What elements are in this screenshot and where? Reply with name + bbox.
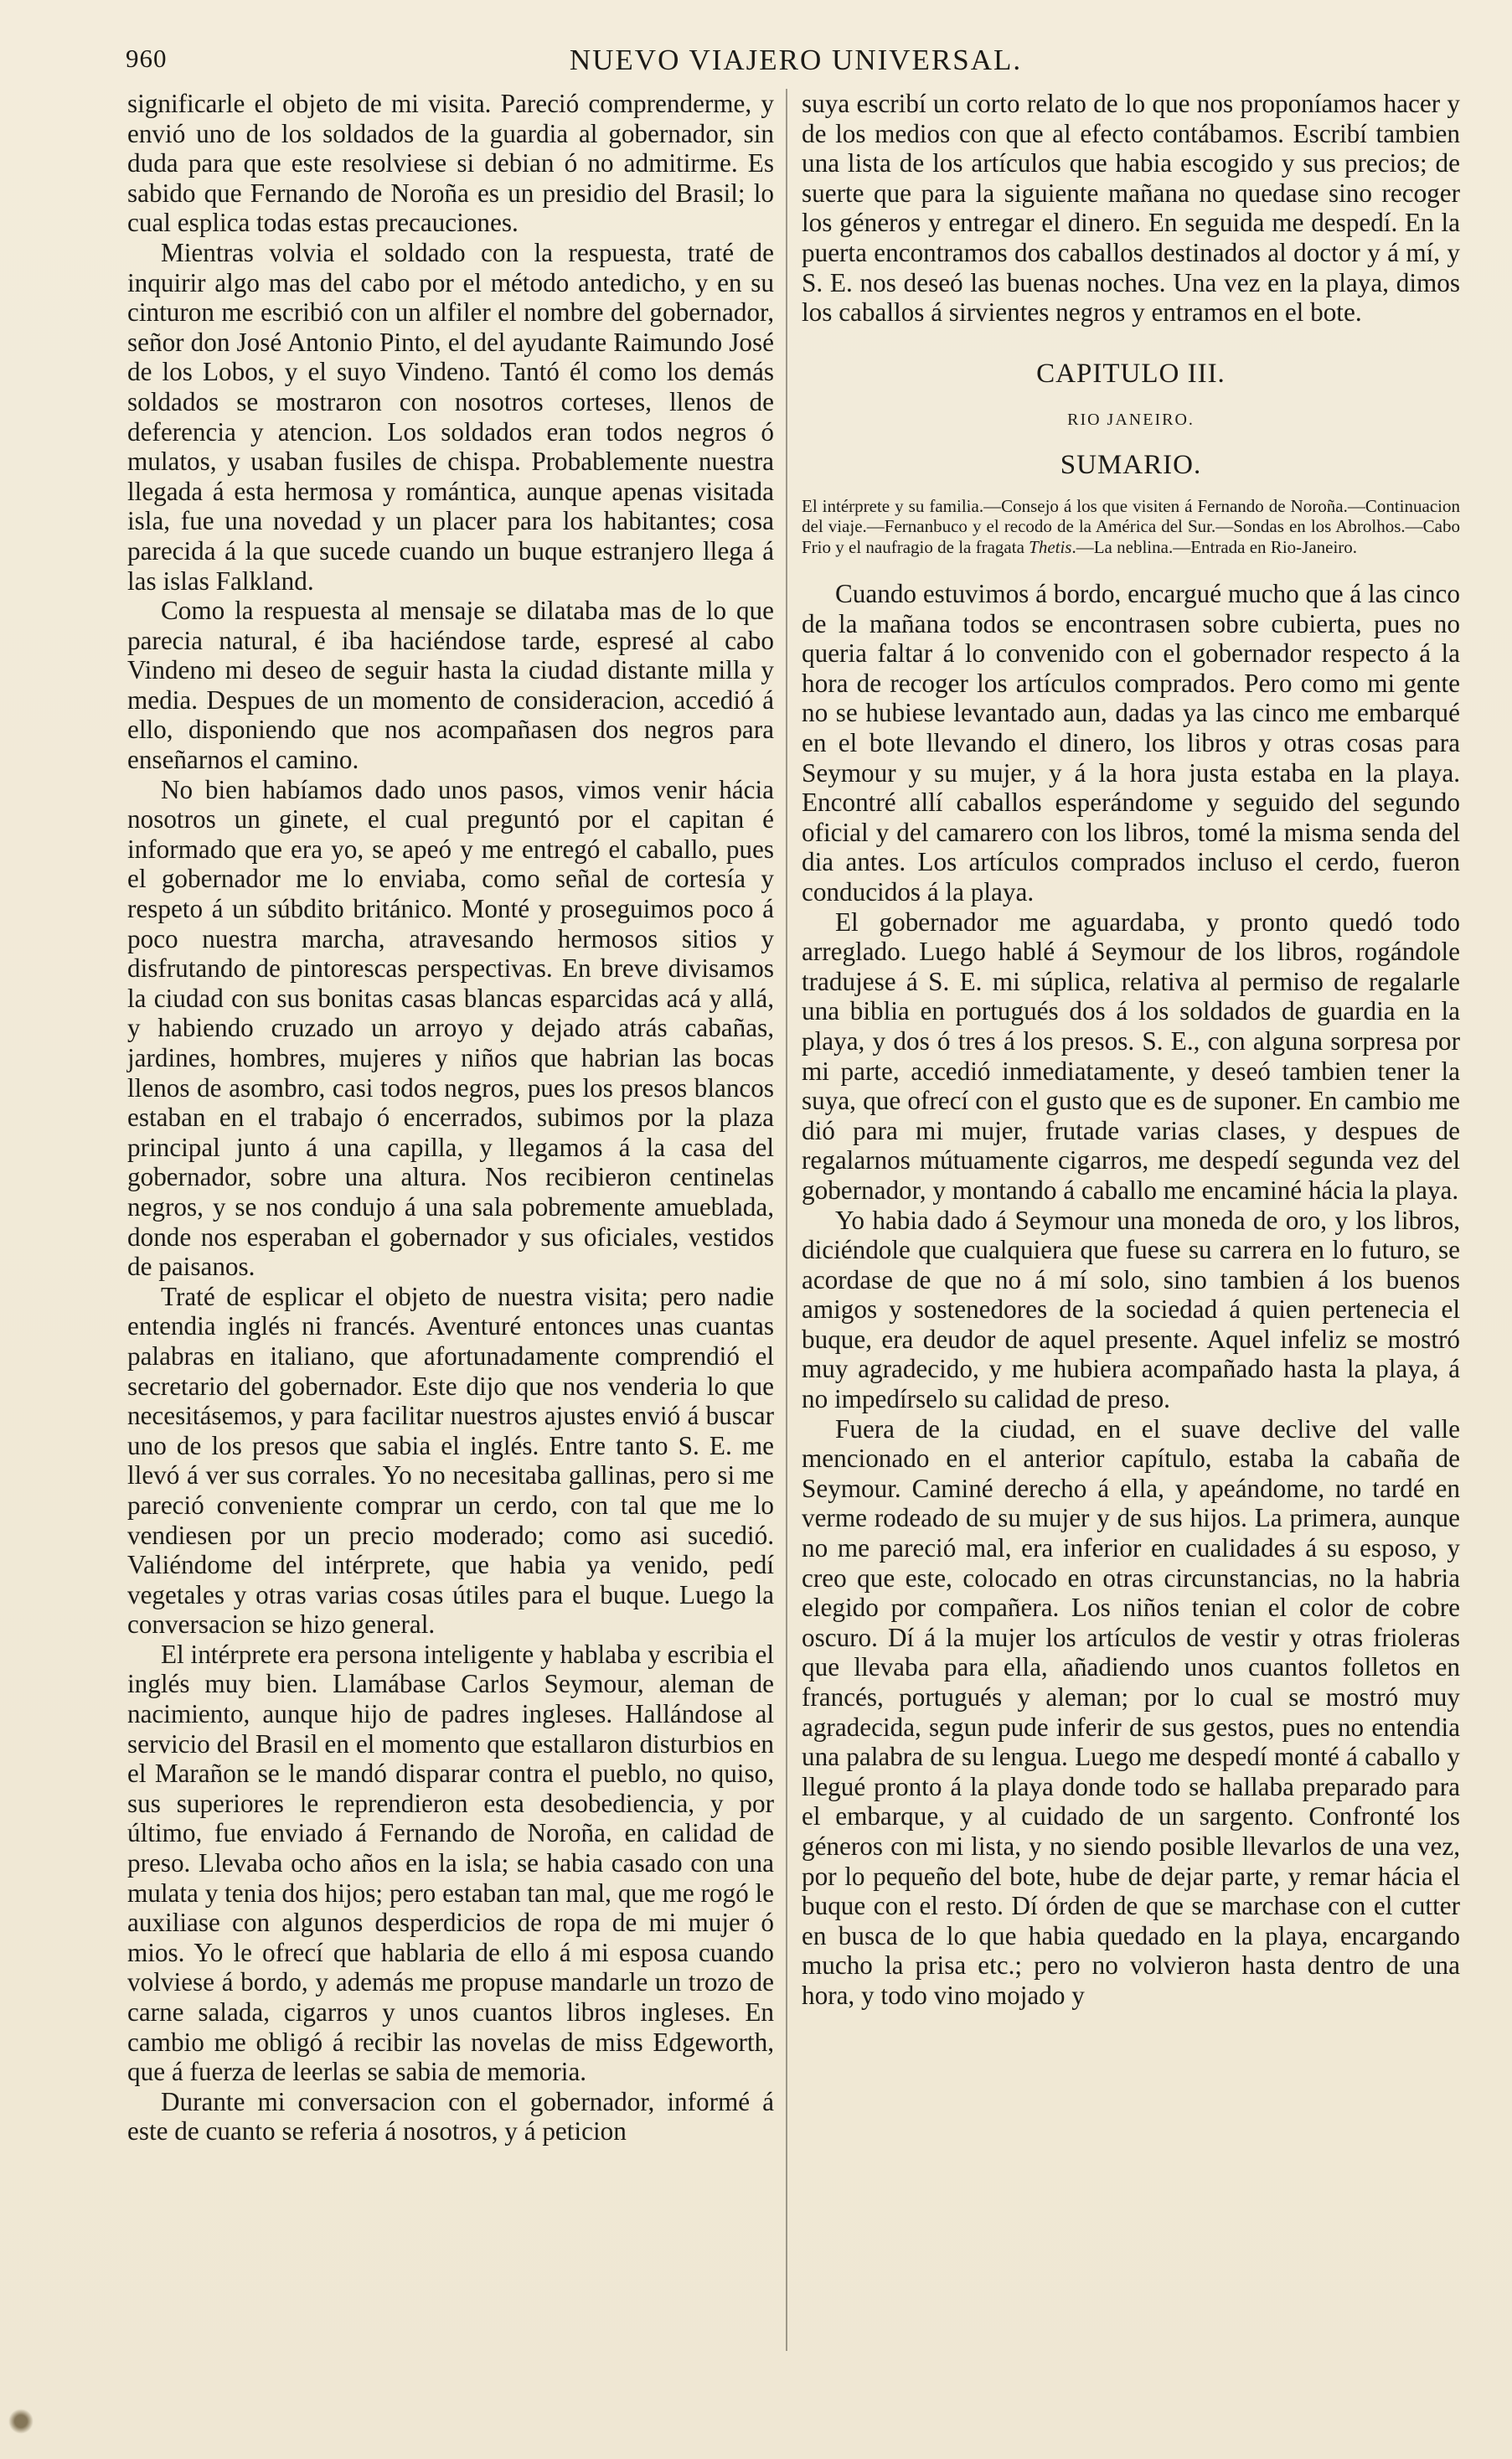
paragraph: Como la respuesta al mensaje se dilataba mas de lo que parecia natural, é iba haciéndose tarde, espresé al cabo Vindeno mi deseo de seguir hasta la ciudad distante milla y media. Despues de un momento de consideracion, accedió á ello, disponiendo que nos acompañasen dos negros para enseñarnos el camino. xyxy=(127,596,774,775)
paragraph: Traté de esplicar el objeto de nuestra visita; pero nadie entendia inglés ni francés. Aventuré entonces unas cuantas palabras en italiano, que afortunadamente comprendió el secretario del gobernador. Este dijo que nos venderia lo que necesitásemos, y para facilitar nuestros ajustes envió á buscar uno de los presos que sabia el inglés. Entre tanto S. E. me llevó á ver sus corrales. Yo no necesitaba gallinas, pero si me pareció conveniente comprar un cerdo, con tal que me lo vendiesen por un precio moderado; como asi sucedió. Valiéndome del intérprete, que habia ya venido, pedí vegetales y otras varias cosas útiles para el buque. Luego la conversacion se hizo general. xyxy=(127,1281,774,1640)
left-column xyxy=(127,89,774,2146)
paragraph: El intérprete era persona inteligente y hablaba y escribia el inglés muy bien. Llamábase Carlos Seymour, aleman de nacimiento, aunque hijo de padres ingleses. Hallándose al servicio del Brasil en el momento que estallaron disturbios en el Marañon se le mandó disparar contra el pueblo, no quiso, sus superiores le reprendieron esta desobediencia, y por último, fue enviado á Fernando de Noroña, en calidad de preso. Llevaba ocho años en la isla; se habia casado con una mulata y tenia dos hijos; pero estaban tan mal, que me rogó le auxiliase con algunos desperdicios de ropa de mi mujer ó mios. Yo le ofrecí que hablaria de ello á mi esposa cuando volviese á bordo, y además me propuse mandarle un trozo de carne salada, cigarros y unos cuantos libros ingleses. En cambio me obligó á recibir las novelas de miss Edgeworth, que á fuerza de leerlas se sabia de memoria. xyxy=(127,1639,774,2087)
paragraph: suya escribí un corto relato de lo que nos proponíamos hacer y de los medios con que al efecto contábamos. Escribí tambien una lista de los artículos que habia escogido y sus precios; de suerte que para la siguiente mañana no quedase sino recoger los géneros y entregar el dinero. En seguida me despedí. En la puerta encontramos dos caballos destinados al doctor y á mí, y S. E. nos deseó las buenas noches. Una vez en la playa, dimos los caballos á sirvientes negros y entramos en el bote. xyxy=(802,89,1460,328)
summary-text: .—La neblina.—Entrada en Rio-Janeiro. xyxy=(1071,536,1358,557)
chapter-summary xyxy=(802,496,1460,558)
paragraph: Durante mi conversacion con el gobernador, informé á este de cuanto se referia á nosotros, y á peticion xyxy=(127,2086,774,2146)
summary-ship-name: Thetis xyxy=(1029,536,1072,557)
running-title: NUEVO VIAJERO UNIVERSAL. xyxy=(569,44,1023,76)
page-number: 960 xyxy=(126,44,168,73)
page-header xyxy=(126,44,1466,85)
summary-heading: SUMARIO. xyxy=(1060,449,1202,480)
column-divider xyxy=(786,89,787,2351)
paragraph: No bien habíamos dado unos pasos, vimos venir hácia nosotros un ginete, el cual preguntó por el capitan é informado que era yo, se apeó y me entregó el caballo, pues el gobernador me lo enviaba, como señal de cortesía y respeto á un súbdito británico. Monté y proseguimos poco á poco nuestra marcha, atravesando hermosos sitios y disfrutando de pintorescas perspectivas. En breve divisamos la ciudad con sus bonitas casas blancas esparcidas acá y allá, y habiendo cruzado un arroyo y dejado atrás cabañas, jardines, hombres, mujeres y niños que habrian las bocas llenos de asombro, casi todos negros, pues los presos blancos estaban en el trabajo ó encerrados, subimos por la plaza principal junto á una capilla, y llegamos á la casa del gobernador, sobre una altura. Nos recibieron centinelas negros, y se nos condujo á una sala pobremente amueblada, donde nos esperaban el gobernador y sus oficiales, vestidos de paisanos. xyxy=(127,774,774,1282)
paragraph: significarle el objeto de mi visita. Pareció comprenderme, y envió uno de los soldados de la guardia al gobernador, sin duda para que este resolviese si debian ó no admitirme. Es sabido que Fernando de Noroña es un presidio del Brasil; lo cual esplica todas estas precauciones. xyxy=(127,89,774,238)
ink-blot xyxy=(8,2409,34,2434)
chapter-title: CAPITULO III. xyxy=(1036,358,1226,389)
summary-text: El intérprete y su familia.—Consejo á los que visiten á Fernando de Noroña.—Continuacion del viaje.—Fernanbuco y el recodo de la América del Sur.—Sondas en los Abrolhos.—Cabo Frio y el naufragio de la fragata xyxy=(802,495,1460,557)
paragraph: El gobernador me aguardaba, y pronto quedó todo arreglado. Luego hablé á Seymour de los libros, rogándole tradujese á S. E. mi súplica, relativa al permiso de regalarle una biblia en portugués dos á los soldados de guardia en la playa, y dos ó tres á los presos. S. E., con alguna sorpresa por mi parte, accedió inmediatamente, y deseó tambien tener la suya, que ofrecí con el gusto que es de suponer. En cambio me dió para mi mujer, frutade varias clases, y despues de regalarnos mútuamente cigarros, me despedí segunda vez del gobernador, y montando á caballo me encaminé hácia la playa. xyxy=(802,907,1460,1205)
paragraph: Mientras volvia el soldado con la respuesta, traté de inquirir algo mas del cabo por el método antedicho, y en su cinturon me escribió con un alfiler el nombre del gobernador, señor don José Antonio Pinto, el del ayudante Raimundo José de los Lobos, y el suyo Vindeno. Tantó él como los demás soldados se mostraron con nosotros corteses, llenos de deferencia y atencion. Los soldados eran todos negros ó mulatos, y usaban fusiles de chispa. Probablemente nuestra llegada á esta hermosa y romántica, aunque apenas visitada isla, fue una novedad y un placer para los habitantes; cosa parecida á la que sucede cuando un buque estranjero llega á las islas Falkland. xyxy=(127,237,774,596)
chapter-subtitle: RIO JANEIRO. xyxy=(1067,411,1195,430)
right-column xyxy=(802,89,1460,2011)
paragraph: Yo habia dado á Seymour una moneda de oro, y los libros, diciéndole que cualquiera que fuese su carrera en lo futuro, se acordase de que no á mí solo, sino tambien á los buenos amigos y sostenedores de la sociedad á quien pertenecia el buque, era deudor de aquel presente. Aquel infeliz se mostró muy agradecido, y me hubiera acompañado hasta la playa, á no impedírselo su calidad de preso. xyxy=(802,1205,1460,1414)
paragraph: Cuando estuvimos á bordo, encargué mucho que á las cinco de la mañana todos se encontrasen sobre cubierta, pues no queria faltar á lo convenido con el gobernador respecto á la hora de recoger los artículos comprados. Pero como mi gente no se hubiese levantado aun, dadas ya las cinco me embarqué en el bote llevando el dinero, los libros y otras cosas para Seymour y su mujer, y á la hora justa estaba en la playa. Encontré allí caballos esperándome y seguido del segundo oficial y del camarero con los libros, tomé la misma senda del dia antes. Los artículos comprados incluso el cerdo, fueron conducidos á la playa. xyxy=(802,579,1460,907)
paragraph: Fuera de la ciudad, en el suave declive del valle mencionado en el anterior capítulo, estaba la cabaña de Seymour. Caminé derecho á ella, y apeándome, no tardé en verme rodeado de su mujer y de sus hijos. La primera, aunque no me pareció mal, era inferior en cualidades á su esposo, y creo que este, colocado en otras circunstancias, no la habria elegido por compañera. Los niños tenian el color de cobre oscuro. Dí á la mujer los artículos de vestir y otras frioleras que llevaba para ella, añadiendo unos cuantos folletos en francés, portugués y aleman; por lo cual se mostró muy agradecida, segun pude inferir de sus gestos, pues no entendia una palabra de su lengua. Luego me despedí monté á caballo y llegué pronto á la playa donde todo se hallaba preparado para el embarque, y al cuidado de un sargento. Confronté los géneros con mi lista, y no siendo posible llevarlos de una vez, por lo pequeño del bote, hube de dejar parte, y remar hácia el buque con el resto. Dí órden de que se marchase con el cutter en busca de lo que habia quedado en la playa, encargando mucho la prisa etc.; pero no volvieron hasta dentro de una hora, y todo vino mojado y xyxy=(802,1413,1460,2010)
